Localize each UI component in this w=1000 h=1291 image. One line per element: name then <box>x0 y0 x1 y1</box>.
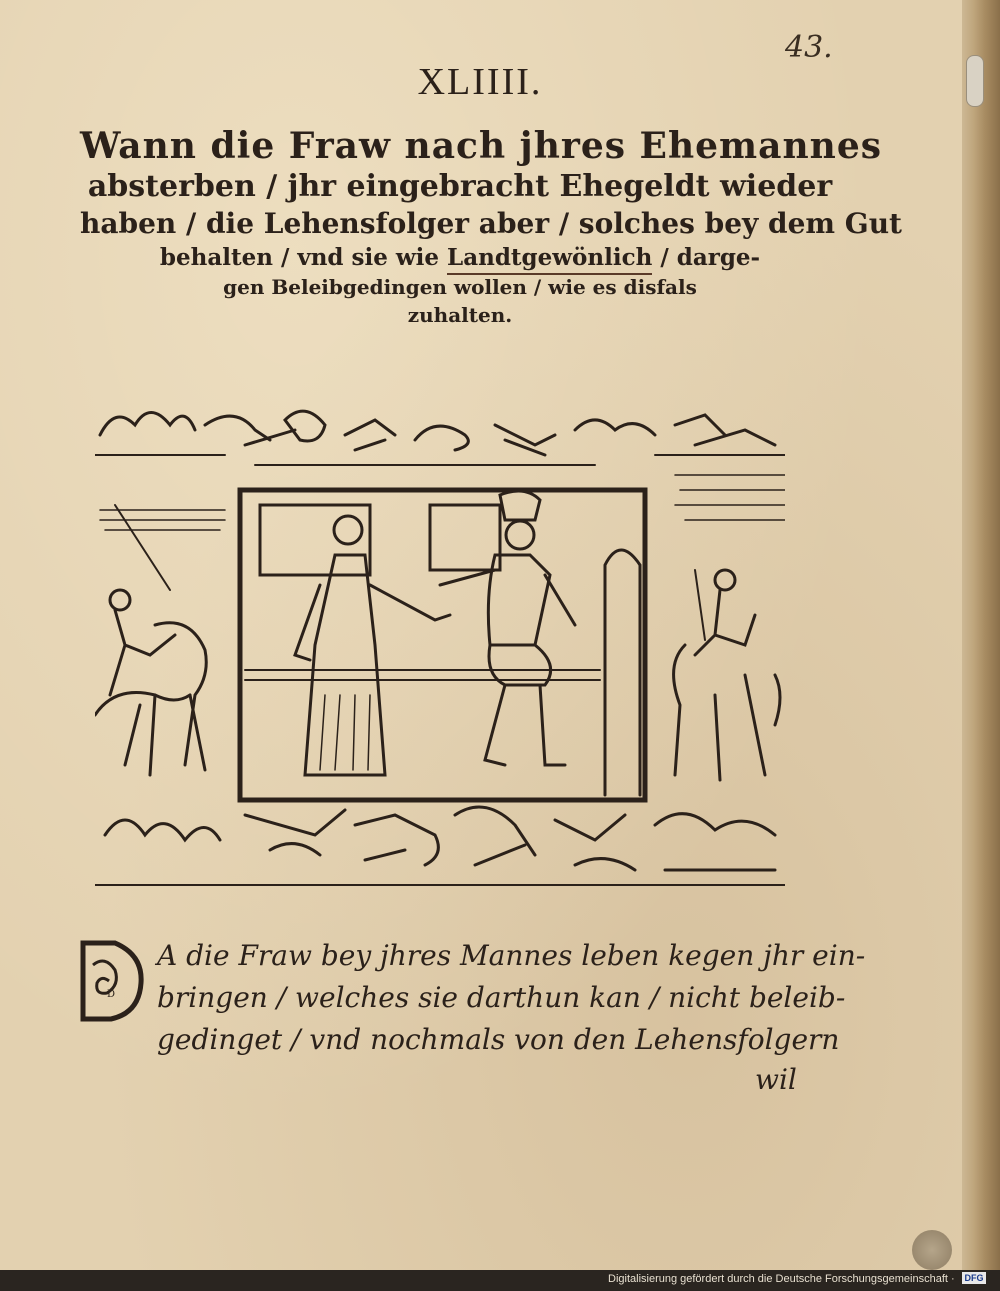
footer-credit: Digitalisierung gefördert durch die Deutsche Forschungsgemeinschaft · <box>608 1273 955 1285</box>
heading-line-4c: / darge- <box>652 244 761 271</box>
woodcut-illustration <box>95 395 785 900</box>
underlined-phrase: Landtgewönlich <box>447 244 652 275</box>
heading-line-2: absterben / jhr eingebracht Ehegeldt wieder <box>87 169 833 204</box>
page-weight <box>912 1230 952 1270</box>
catchword: wil <box>755 1063 797 1096</box>
heading-line-5: gen Beleibgedingen wollen / wie es disfals <box>223 275 697 299</box>
dropcap-letter: D <box>106 989 116 1000</box>
clip-icon <box>966 55 984 107</box>
heading-line-3: haben / die Lehensfolger aber / solches bey dem Gut <box>80 207 902 240</box>
page-number: 43. <box>785 30 833 65</box>
body-line-3: gedinget / vnd nochmals von den Lehensfolgern <box>157 1023 840 1056</box>
page-edge <box>962 0 1000 1270</box>
heading-line-1: Wann die Fraw nach jhres Ehemannes <box>80 125 882 167</box>
body-line-2: bringen / welches sie darthun kan / nicht beleib- <box>157 981 846 1014</box>
heading-line-4 <box>80 246 840 269</box>
chapter-number: XLIIII. <box>417 61 543 103</box>
decorated-initial-D <box>75 935 147 1025</box>
chapter-heading <box>80 125 902 327</box>
heading-line-4a: behalten / vnd sie wie <box>159 244 448 271</box>
heading-line-6: zuhalten. <box>407 303 513 327</box>
dfg-logo: DFG <box>962 1272 986 1284</box>
body-line-1: A die Fraw bey jhres Mannes leben kegen jhr ein- <box>157 939 866 972</box>
